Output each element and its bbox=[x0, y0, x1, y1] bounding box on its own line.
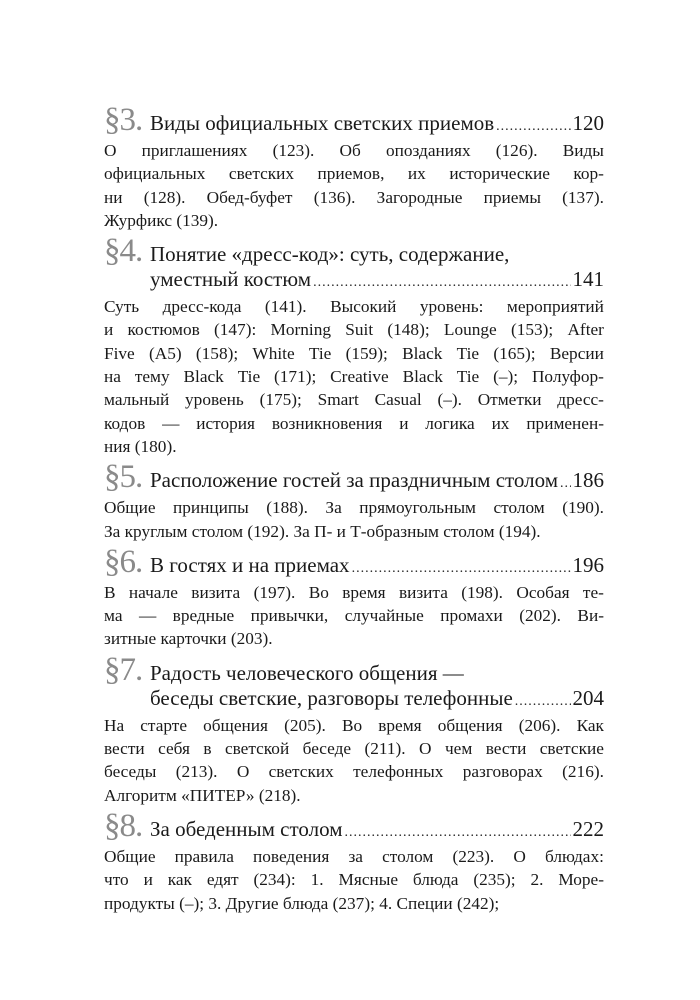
section-summary-line: ни (128). Обед-буфет (136). Загородные приемы (137). bbox=[104, 187, 604, 207]
section-summary-line: Суть дресс-кода (141). Высокий уровень: мероприятий bbox=[104, 297, 604, 317]
toc-entry bbox=[104, 807, 604, 915]
section-title: За обеденным столом bbox=[150, 816, 343, 841]
dot-leader bbox=[560, 468, 570, 496]
section-heading-line bbox=[104, 807, 604, 845]
section-heading-line bbox=[104, 651, 604, 688]
section-summary-line: зитные карточки (203). bbox=[104, 629, 273, 649]
page-number: 196 bbox=[572, 552, 604, 577]
section-number: §4. bbox=[104, 233, 143, 270]
section-summary-line: На старте общения (205). Во время общения (206). Как bbox=[104, 715, 604, 735]
section-summary-line: В начале визита (197). Во время визита (198). Особая те- bbox=[104, 582, 604, 602]
section-title: В гостях и на приемах bbox=[150, 552, 350, 577]
section-number: §8. bbox=[104, 807, 143, 844]
section-summary-line: За круглым столом (192). За П- и Т-образным столом (194). bbox=[104, 521, 541, 541]
table-of-contents bbox=[104, 102, 604, 922]
section-heading-line bbox=[104, 459, 604, 496]
section-heading-line bbox=[104, 686, 604, 714]
section-summary-line: продукты (–); 3. Другие блюда (237); 4. Специи (242); bbox=[104, 893, 500, 913]
section-heading-line bbox=[104, 233, 604, 270]
section-summary-line: ма — вредные привычки, случайные промахи (202). Ви- bbox=[104, 606, 604, 626]
section-summary-line: ния (180). bbox=[104, 436, 177, 456]
page-number: 120 bbox=[572, 111, 604, 135]
dot-leader bbox=[345, 817, 571, 845]
section-title: Радость человеческого общения — bbox=[150, 660, 464, 685]
section-title: Понятие «дресс-код»: суть, содержание, bbox=[150, 242, 510, 267]
section-number: §7. bbox=[104, 651, 143, 688]
dot-leader bbox=[352, 553, 571, 581]
section-summary-line: официальных светских приемов, их исторические кор- bbox=[104, 164, 604, 184]
section-summary-line: Алгоритм «ПИТЕР» (218). bbox=[104, 785, 301, 805]
section-summary-line: и костюмов (147): Morning Suit (148); Lounge (153); After bbox=[104, 320, 604, 340]
dot-leader bbox=[313, 267, 570, 295]
section-summary-line: кодов — история возникновения и логика их применен- bbox=[104, 413, 604, 433]
section-summary-line: Общие правила поведения за столом (223). О блюдах: bbox=[104, 846, 604, 866]
section-title: уместный костюм bbox=[150, 267, 312, 292]
section-number: §5. bbox=[104, 459, 143, 496]
section-summary-line: О приглашениях (123). Об опозданиях (126). Виды bbox=[104, 141, 604, 160]
section-summary-line: вести себя в светской беседе (211). О чем вести светские bbox=[104, 739, 604, 759]
section-summary-line: на тему Black Tie (171); Creative Black Tie (–); Полуфор- bbox=[104, 367, 604, 387]
section-number: §3. bbox=[104, 102, 143, 138]
section-title: Виды официальных светских приемов bbox=[150, 111, 495, 135]
section-summary-line: что и как едят (234): 1. Мясные блюда (235); 2. Море- bbox=[104, 870, 604, 890]
toc-entry bbox=[104, 233, 604, 458]
page-number: 141 bbox=[572, 267, 604, 292]
section-title: беседы светские, разговоры телефонные bbox=[150, 685, 513, 710]
page-number: 186 bbox=[572, 468, 604, 493]
section-summary-line: Журфикс (139). bbox=[104, 210, 219, 230]
section-summary-line: Общие принципы (188). За прямоугольным столом (190). bbox=[104, 498, 604, 518]
section-summary-line: мальный уровень (175); Smart Casual (–). Отметки дресс- bbox=[104, 390, 604, 410]
dot-leader bbox=[496, 111, 570, 139]
toc-entry bbox=[104, 651, 604, 807]
page-number: 204 bbox=[572, 685, 604, 710]
section-heading-line bbox=[104, 102, 604, 139]
page-number: 222 bbox=[572, 816, 604, 841]
section-summary-line: Five (A5) (158); White Tie (159); Black Tie (165); Версии bbox=[104, 343, 604, 363]
section-summary-line: беседы (213). О светских телефонных разговорах (216). bbox=[104, 762, 604, 782]
section-number: §6. bbox=[104, 543, 143, 580]
dot-leader bbox=[515, 686, 571, 714]
section-title: Расположение гостей за праздничным столом bbox=[150, 468, 559, 493]
toc-entry bbox=[104, 102, 604, 232]
toc-entry bbox=[104, 543, 604, 651]
section-heading-line bbox=[104, 267, 604, 295]
section-heading-line bbox=[104, 543, 604, 581]
toc-entry bbox=[104, 459, 604, 543]
